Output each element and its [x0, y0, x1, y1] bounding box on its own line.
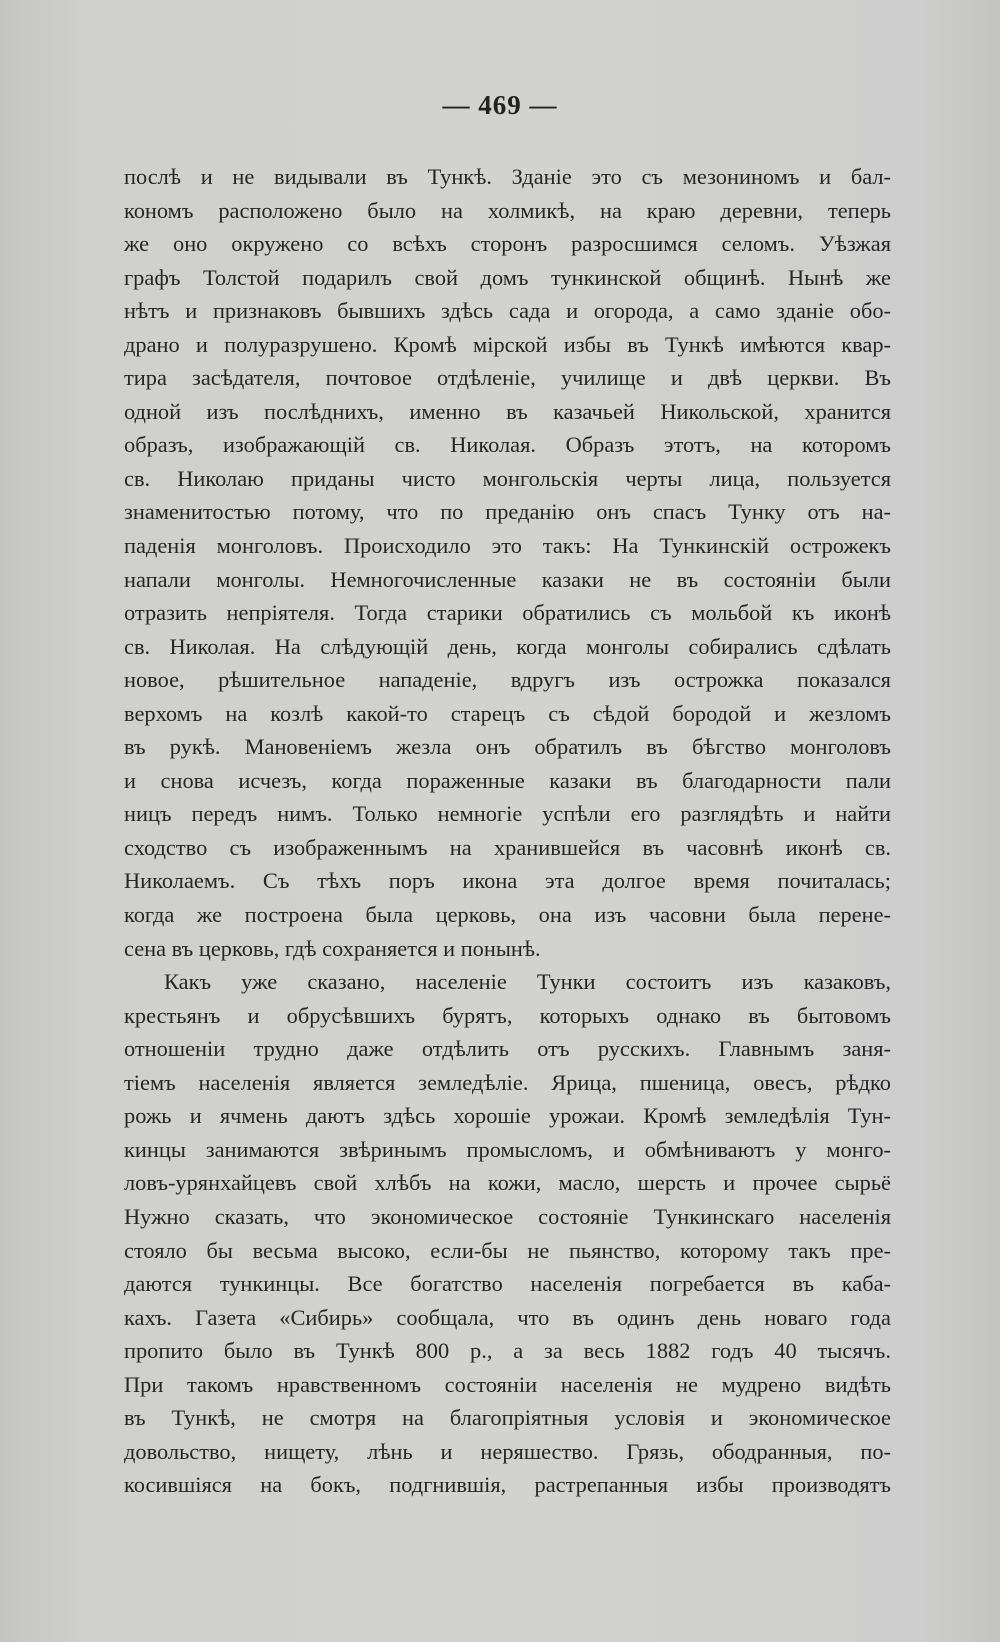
- text-line: пропито было въ Тункѣ 800 р., а за весь 1882 годъ 40 тысячъ.: [124, 1338, 891, 1364]
- text-line: кинцы занимаются звѣринымъ промысломъ, и обмѣниваютъ у монго-: [124, 1136, 891, 1162]
- text-line: и снова исчезъ, когда пораженные казаки въ благодарности пали: [124, 767, 891, 793]
- text-line: нѣтъ и признаковъ бывшихъ здѣсь сада и огорода, а само зданіе обо-: [124, 298, 891, 324]
- text-line: въ рукѣ. Мановеніемъ жезла онъ обратилъ въ бѣгство монголовъ: [124, 734, 891, 760]
- text-line: даются тункинцы. Все богатство населенія погребается въ каба-: [124, 1271, 891, 1297]
- text-line: кахъ. Газета «Сибирь» сообщала, что въ одинъ день новаго года: [124, 1304, 891, 1330]
- page-number: — 469 —: [442, 90, 558, 120]
- text-line: сена въ церковь, гдѣ сохраняется и понынѣ.: [124, 935, 541, 961]
- text-line: тіемъ населенія является земледѣліе. Ярица, пшеница, овесъ, рѣдко: [124, 1069, 891, 1095]
- text-line: При такомъ нравственномъ состояніи населенія не мудрено видѣть: [124, 1371, 891, 1397]
- text-line: крестьянъ и обрусѣвшихъ бурятъ, которыхъ однако въ бытовомъ: [124, 1002, 891, 1028]
- text-line: довольство, нищету, лѣнь и неряшество. Грязь, ободранныя, по-: [124, 1438, 891, 1464]
- text-line: отразить непріятеля. Тогда старики обратились съ мольбой къ иконѣ: [124, 600, 891, 626]
- text-line: ницъ передъ нимъ. Только немногіе успѣли его разглядѣть и найти: [124, 801, 891, 827]
- text-line: кономъ расположено было на холмикѣ, на краю деревни, теперь: [124, 197, 891, 223]
- text-line: напали монголы. Немногочисленные казаки не въ состояніи были: [124, 566, 891, 592]
- text-line: одной изъ послѣднихъ, именно въ казачьей Никольской, хранится: [124, 398, 891, 424]
- text-line: знаменитостью потому, что по преданію онъ спасъ Тунку отъ на-: [124, 499, 891, 525]
- text-line: графъ Толстой подарилъ свой домъ тункинской общинѣ. Нынѣ же: [124, 264, 891, 290]
- text-line: послѣ и не видывали въ Тункѣ. Зданіе это съ мезониномъ и бал-: [124, 164, 891, 189]
- text-line: драно и полуразрушено. Кромѣ мірской избы въ Тункѣ имѣются квар-: [124, 331, 891, 357]
- text-line: св. Николая. На слѣдующій день, когда монголы собирались сдѣлать: [124, 633, 891, 659]
- text-line: же оно окружено со всѣхъ сторонъ разросшимся селомъ. Уѣзжая: [124, 231, 891, 257]
- text-line: отношеніи трудно даже отдѣлить отъ русскихъ. Главнымъ заня-: [124, 1036, 891, 1062]
- text-line: Нужно сказать, что экономическое состояніе Тункинскаго населенія: [124, 1203, 891, 1229]
- text-line: верхомъ на козлѣ какой-то старецъ съ сѣдой бородой и жезломъ: [124, 700, 891, 726]
- text-line: стояло бы весьма высоко, если-бы не пьянство, которому такъ пре-: [124, 1237, 891, 1263]
- text-line: паденія монголовъ. Происходило это такъ: На Тункинскій острожекъ: [124, 533, 891, 559]
- text-line: сходство съ изображеннымъ на хранившейся въ часовнѣ иконѣ св.: [124, 834, 891, 860]
- text-line: новое, рѣшительное нападеніе, вдругъ изъ острожка показался: [124, 667, 891, 693]
- text-line: въ Тункѣ, не смотря на благопріятныя условія и экономическое: [124, 1405, 891, 1431]
- text-line: рожь и ячмень даютъ здѣсь хорошіе урожаи. Кромѣ земледѣлія Тун-: [124, 1103, 891, 1129]
- body-text: [124, 160, 891, 1502]
- text-line: ловъ-урянхайцевъ свой хлѣбъ на кожи, масло, шерсть и прочее сырьё: [124, 1170, 891, 1196]
- text-line: тира засѣдателя, почтовое отдѣленіе, училище и двѣ церкви. Въ: [124, 365, 891, 391]
- text-line: образъ, изображающій св. Николая. Образъ этотъ, на которомъ: [124, 432, 891, 458]
- text-line: св. Николаю приданы чисто монгольскія черты лица, пользуется: [124, 465, 891, 491]
- text-line: Николаемъ. Съ тѣхъ поръ икона эта долгое время почиталась;: [124, 868, 891, 894]
- text-line: когда же построена была церковь, она изъ часовни была перене-: [124, 902, 891, 928]
- text-line: косившіяся на бокъ, подгнившія, растрепанныя избы производятъ: [124, 1472, 891, 1498]
- text-line: Какъ уже сказано, населеніе Тунки состоитъ изъ казаковъ,: [164, 969, 891, 995]
